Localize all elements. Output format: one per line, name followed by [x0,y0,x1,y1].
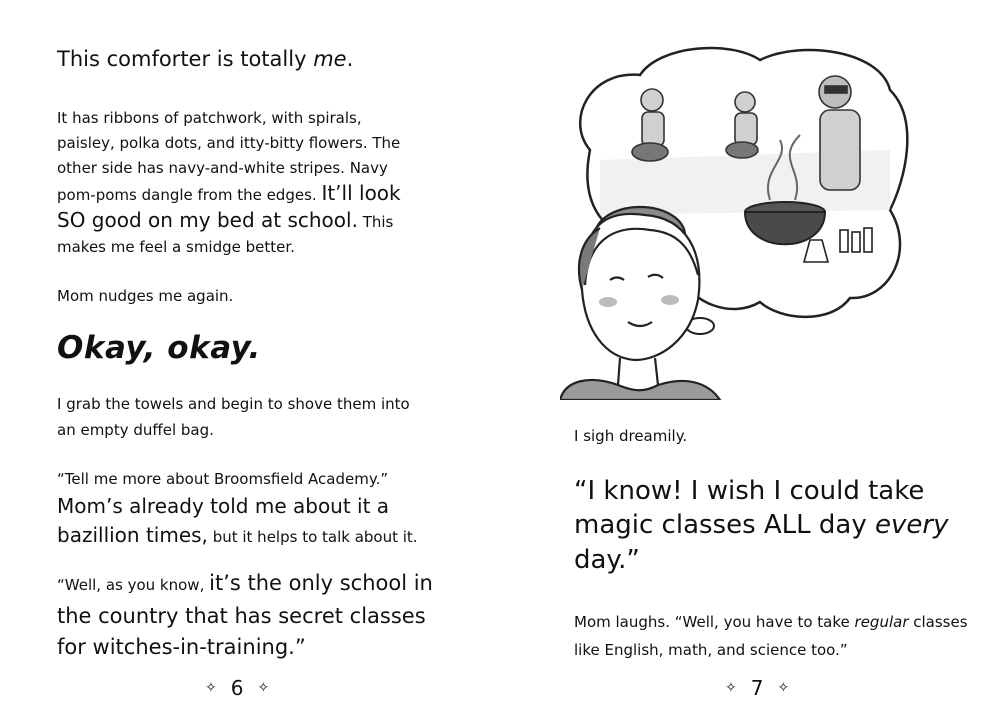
paragraph-comforter [57,106,417,260]
sparkle-icon: ✧ [777,680,790,696]
sparkle-icon: ✧ [205,680,217,696]
heading-comforter [57,44,477,74]
sparkle-icon: ✧ [725,680,737,696]
sparkle-icon: ✧ [257,680,270,696]
paragraph-emphasis: regular [854,613,909,631]
quote-text: “I know! I wish I could take magic classes ALL day [574,476,925,541]
paragraph-text: Mom laughs. “Well, you have to take [574,613,855,631]
illustration [560,40,920,400]
right-page [500,0,1000,727]
page-number-right [725,676,789,700]
page-number: 7 [750,676,764,700]
paragraph-broomsfield [57,464,437,551]
dialogue-text: “Tell me more about Broomsfield Academy.” [57,470,389,488]
paragraph-nudge: Mom nudges me again. [57,287,234,305]
page-number: 6 [230,676,244,700]
page-number-left [205,676,269,700]
exclamation: Okay, okay. [57,330,261,366]
heading-emphasis: me [313,47,347,71]
dialogue-emphasis: it’s the only school in the country that has secret classes for witches-in-training.” [57,571,433,659]
paragraph-text-end: This makes me feel a smidge better. [57,213,394,256]
paragraph-text: It has ribbons of patchwork, with spirals, paisley, polka dots, and itty-bitty flowers. The other side has navy-and-white stripes. Navy pom-poms dangle from the edges. [57,109,401,204]
dialogue-end: but it helps to talk about it. [207,528,418,546]
paragraph-mom-laughs [574,608,974,664]
heading-end: . [346,47,354,71]
paragraph-secret-classes [57,568,437,663]
paragraph-sigh: I sigh dreamily. [574,427,688,445]
dialogue-intro: “Well, as you know, [57,576,210,594]
paragraph-towels: I grab the towels and begin to shove them into an empty duffel bag. [57,395,410,439]
paragraph-emphasis: It’ll look SO good on my bed at school. [57,181,401,232]
heading-text: This comforter is totally [57,47,314,71]
quote-magic-classes [574,474,974,577]
paragraph-end: classes like English, math, and science too.” [574,613,968,659]
quote-end: day.” [574,544,640,575]
dialogue-emphasis: Mom’s already told me about it a bazillion times, [57,494,390,547]
quote-emphasis: every [875,510,949,541]
